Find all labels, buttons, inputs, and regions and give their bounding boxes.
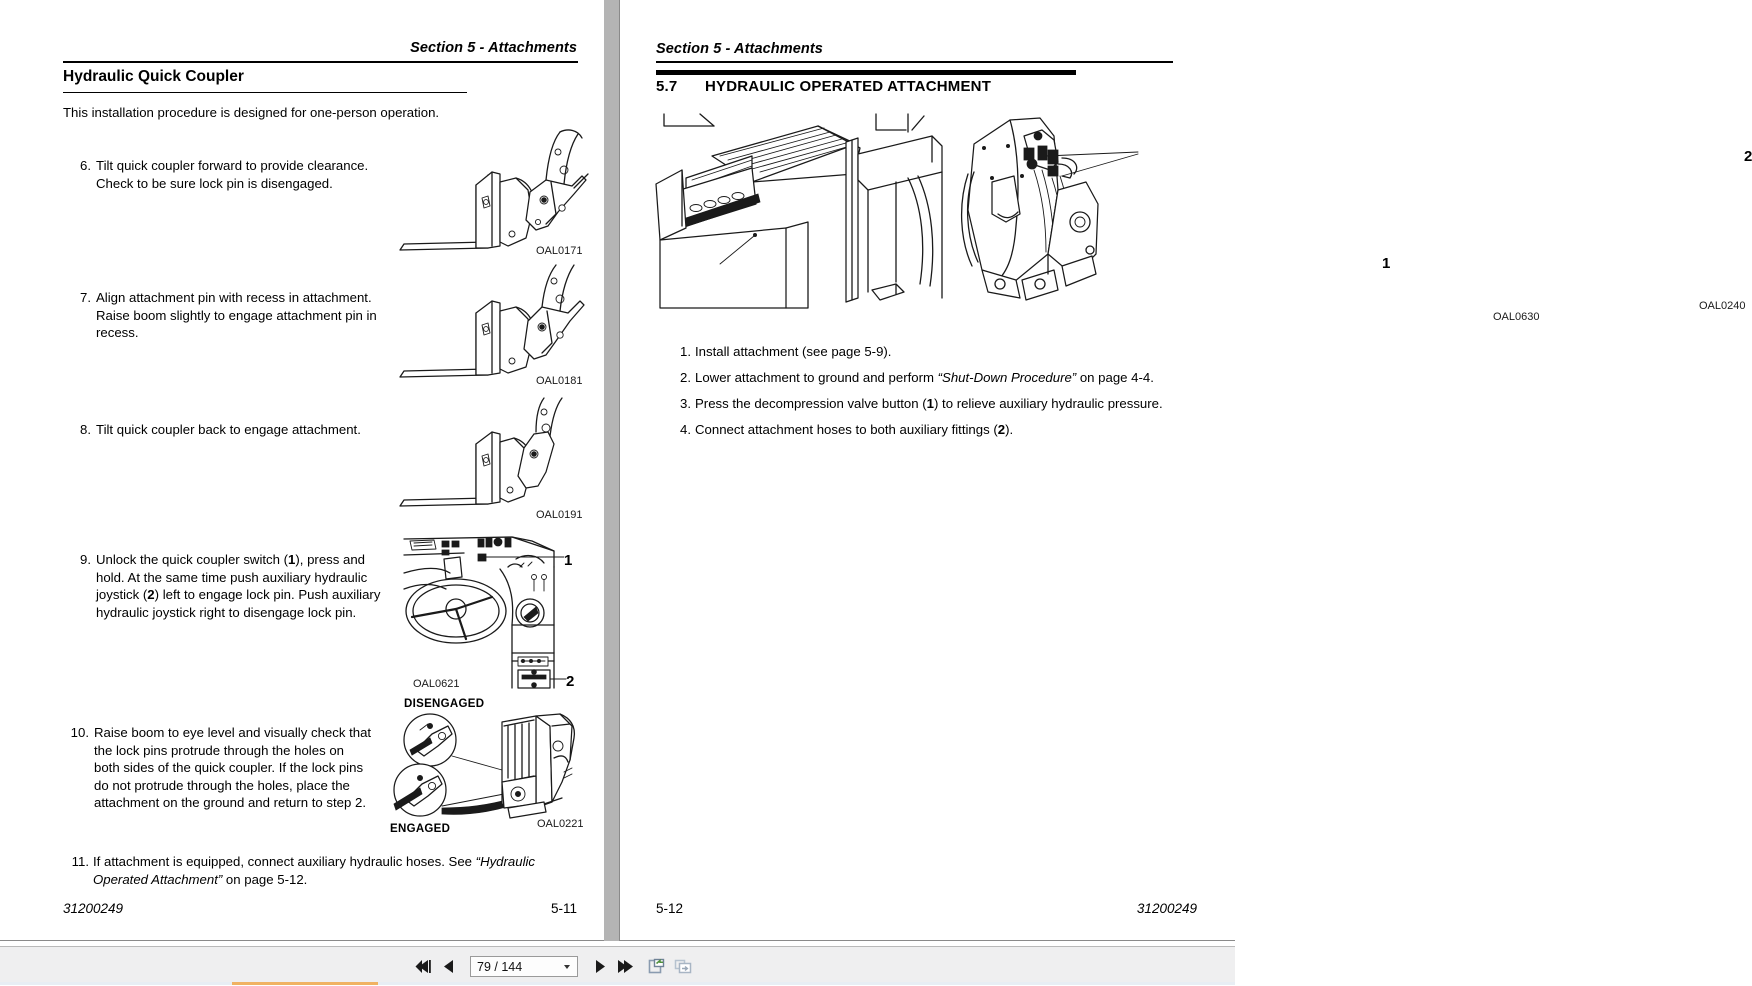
open-in-new-window-icon — [648, 958, 667, 976]
figure-oal0621 — [404, 533, 576, 693]
figure-oal0181 — [396, 265, 591, 387]
footer-folio-left: 5-11 — [550, 901, 577, 916]
step-item-8 — [65, 421, 405, 439]
running-head-rule-left — [63, 61, 578, 63]
state-label-engaged: ENGAGED — [390, 823, 451, 835]
step-number: 7. — [80, 290, 91, 305]
step-item-11 — [63, 853, 573, 888]
horizontal-scrollbar[interactable] — [0, 982, 1235, 985]
step-number: 10. — [70, 725, 89, 740]
page-gutter — [604, 0, 619, 941]
heading-underline-left — [63, 92, 467, 93]
step-number: 4. — [680, 422, 691, 437]
next-page-icon — [592, 959, 607, 974]
step-number: 3. — [680, 396, 691, 411]
step-item-r3 — [665, 395, 1195, 413]
figure-oal0191 — [396, 398, 591, 516]
open-in-new-window-button[interactable] — [644, 954, 670, 980]
section-rule-thick — [656, 70, 1076, 75]
page-number-select[interactable] — [470, 956, 578, 977]
figure-oal0240 — [962, 114, 1162, 304]
section-title: HYDRAULIC OPERATED ATTACHMENT — [705, 78, 992, 95]
step-item-r4 — [665, 421, 1195, 439]
last-page-icon — [617, 959, 634, 974]
figure-code-oal0621: OAL0621 — [413, 678, 460, 690]
step-text: If attachment is equipped, connect auxiliary hydraulic hoses. See “Hydraulic Operated Attachment” on page 5-12. — [93, 854, 536, 887]
first-page-icon — [415, 959, 432, 974]
step-item-10 — [63, 724, 373, 812]
step-text: Tilt quick coupler forward to provide clearance. Check to be sure lock pin is disengaged. — [96, 158, 369, 191]
pdf-navigation-toolbar — [0, 946, 1235, 985]
document-page-right — [619, 0, 1752, 941]
step-text: Raise boom to eye level and visually check that the lock pins protrude through the holes on both sides of the quick coupler. If the lock pins do not protrude through the holes, place the attachment on the ground and return to step 2. — [94, 725, 372, 811]
previous-page-icon — [442, 959, 457, 974]
state-label-disengaged: DISENGAGED — [404, 698, 485, 710]
figure-code-oal0630: OAL0630 — [1493, 311, 1540, 323]
callout-1-oal0621: 1 — [564, 552, 573, 569]
step-item-6 — [65, 157, 385, 192]
step-item-7 — [65, 289, 395, 342]
running-head-rule-right — [656, 61, 1173, 63]
last-page-button[interactable] — [612, 954, 638, 980]
figure-oal0221 — [384, 712, 584, 822]
step-item-r2 — [665, 369, 1195, 387]
step-text: Install attachment (see page 5-9). — [695, 344, 892, 359]
step-number: 6. — [80, 158, 91, 173]
step-text: Align attachment pin with recess in attachment. Raise boom slightly to engage attachment pin in recess. — [96, 290, 377, 341]
intro-paragraph: This installation procedure is designed for one-person operation. — [63, 105, 440, 120]
duplicate-window-button[interactable] — [670, 954, 696, 980]
step-text: Unlock the quick coupler switch (1), press and hold. At the same time push auxiliary hydraulic joystick (2) left to engage lock pin. Push auxiliary hydraulic joystick right to disengage lock pin. — [96, 552, 381, 620]
chevron-down-icon[interactable] — [564, 965, 570, 969]
step-number: 11. — [71, 854, 89, 869]
figure-code-oal0181: OAL0181 — [536, 375, 583, 387]
running-head-right: Section 5 - Attachments — [656, 41, 823, 57]
page-indicator-value: 79 / 144 — [477, 959, 523, 974]
first-page-button[interactable] — [410, 954, 436, 980]
step-number: 8. — [80, 422, 91, 437]
section-number: 5.7 — [656, 78, 678, 95]
step-text: Tilt quick coupler back to engage attachment. — [96, 422, 361, 437]
figure-code-oal0171: OAL0171 — [536, 245, 583, 257]
footer-document-number-left: 31200249 — [63, 901, 124, 916]
step-text: Lower attachment to ground and perform “Shut-Down Procedure” on page 4-4. — [695, 370, 1154, 385]
previous-page-button[interactable] — [436, 954, 462, 980]
next-page-button[interactable] — [586, 954, 612, 980]
figure-oal0630 — [656, 112, 942, 312]
step-item-r1 — [665, 343, 1185, 361]
step-text: Connect attachment hoses to both auxiliary fittings (2). — [695, 422, 1014, 437]
step-number: 2. — [680, 370, 691, 385]
figure-code-oal0240: OAL0240 — [1699, 300, 1746, 312]
running-head-left: Section 5 - Attachments — [410, 40, 577, 56]
step-text: Press the decompression valve button (1) to relieve auxiliary hydraulic pressure. — [695, 396, 1163, 411]
step-number: 9. — [80, 552, 91, 567]
footer-document-number-right: 31200249 — [1136, 901, 1197, 916]
document-page-left — [0, 0, 616, 941]
step-item-9 — [65, 551, 390, 621]
callout-1-oal0630: 1 — [1382, 255, 1391, 272]
duplicate-window-icon — [674, 958, 693, 976]
footer-folio-right: 5-12 — [656, 901, 684, 916]
figure-code-oal0221: OAL0221 — [537, 818, 584, 830]
figure-oal0171 — [396, 130, 591, 260]
callout-2-oal0621: 2 — [566, 673, 575, 690]
scrollbar-thumb[interactable] — [232, 982, 378, 985]
step-number: 1. — [680, 344, 691, 359]
figure-code-oal0191: OAL0191 — [536, 509, 583, 521]
section-heading-hydraulic-quick-coupler: Hydraulic Quick Coupler — [63, 68, 244, 85]
callout-2-oal0240: 2 — [1744, 148, 1752, 165]
